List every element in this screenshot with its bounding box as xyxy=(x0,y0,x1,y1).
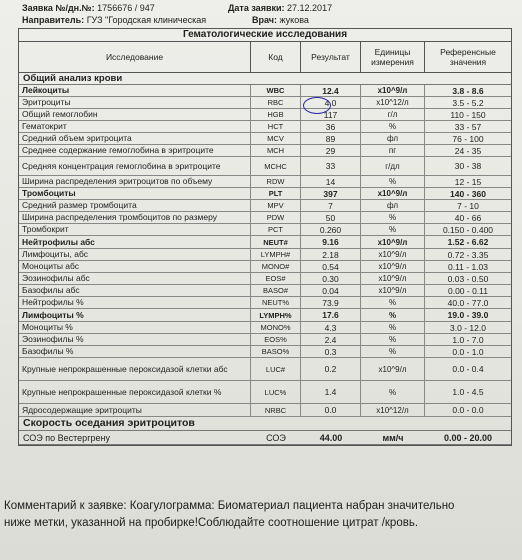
test-ref: 0.0 - 1.0 xyxy=(452,346,484,357)
test-name: Крупные непрокрашенные пероксидазой клетки абс xyxy=(19,358,251,380)
test-code: HGB xyxy=(251,109,301,120)
test-result: 7 xyxy=(301,200,361,211)
test-code: MCHC xyxy=(251,157,301,175)
test-name: Средний объем эритроцита xyxy=(19,133,251,144)
test-code: PLT xyxy=(251,188,301,199)
table-row xyxy=(19,285,511,297)
comment-line-2: ниже метки, указанной на пробирке!Соблюдайте соотношение цитрат /кровь. xyxy=(4,517,419,529)
test-result: 73.9 xyxy=(301,297,361,308)
test-ref: 110 - 150 xyxy=(450,109,486,120)
test-code: EOS# xyxy=(251,273,301,284)
col-header-ref: Референсные значения xyxy=(440,47,496,67)
test-name: Лимфоциты % xyxy=(19,309,251,321)
test-name: Эозинофилы % xyxy=(19,334,251,345)
referrer xyxy=(22,15,206,25)
test-code: MCH xyxy=(251,145,301,156)
table-row xyxy=(19,309,511,322)
test-result: 33 xyxy=(301,157,361,175)
test-name: Базофилы % xyxy=(19,346,251,357)
test-ref: 1.52 - 6.62 xyxy=(447,237,489,247)
test-result: 0.0 xyxy=(301,404,361,416)
test-code: WBC xyxy=(251,85,301,96)
test-unit: x10^9/л xyxy=(361,285,425,296)
table-row xyxy=(19,97,511,109)
referrer-value: ГУЗ "Городская клиническая xyxy=(86,15,207,25)
test-name: Тромбоциты xyxy=(19,188,251,199)
test-name: Лимфоциты, абс xyxy=(19,249,251,260)
order-comment xyxy=(4,498,518,532)
test-code: NEUT# xyxy=(251,236,301,248)
col-header-name: Исследование xyxy=(19,42,251,72)
test-ref: 0.03 - 0.50 xyxy=(447,273,489,284)
test-result: 2.18 xyxy=(301,249,361,260)
test-result: 4.3 xyxy=(301,322,361,333)
doctor-label: Врач: xyxy=(252,15,278,25)
test-unit: % xyxy=(361,224,425,235)
test-name: Моноциты % xyxy=(19,322,251,333)
test-unit: x10^9/л xyxy=(361,85,425,96)
doctor xyxy=(252,15,309,25)
esr-name: СОЭ по Вестергрену xyxy=(23,432,110,443)
test-result: 9.16 xyxy=(301,236,361,248)
table-row xyxy=(19,176,511,188)
test-ref: 0.150 - 0.400 xyxy=(442,224,494,235)
test-ref: 3.8 - 8.6 xyxy=(452,85,484,96)
test-ref: 40.0 - 77.0 xyxy=(447,297,489,308)
test-unit: фл xyxy=(361,133,425,144)
test-name: Нейтрофилы абс xyxy=(19,236,251,248)
test-name: Крупные непрокрашенные пероксидазой клетки % xyxy=(19,381,251,403)
test-result: 4.0 xyxy=(301,97,361,108)
test-name: Ширина распределения эритроцитов по объему xyxy=(19,176,251,187)
test-result: 0.04 xyxy=(301,285,361,296)
table-rows xyxy=(19,85,511,417)
esr-result: 44.00 xyxy=(319,432,343,443)
test-name: Эритроциты xyxy=(19,97,251,108)
test-unit: % xyxy=(361,309,425,321)
comment-line-1: Комментарий к заявке: Коагулограмма: Биоматериал пациента набран значительно xyxy=(4,500,455,512)
test-unit: x10^12/л xyxy=(361,404,425,416)
test-ref: 3.0 - 12.0 xyxy=(450,322,486,333)
test-result: 1.4 xyxy=(301,381,361,403)
esr-ref: 0.00 - 20.00 xyxy=(443,432,493,443)
test-code: RBC xyxy=(251,97,301,108)
test-code: BASO% xyxy=(251,346,301,357)
table-row xyxy=(19,358,511,381)
table-row xyxy=(19,121,511,133)
test-name: Нейтрофилы % xyxy=(19,297,251,308)
test-result: 117 xyxy=(301,109,361,120)
test-ref: 1.0 - 7.0 xyxy=(452,334,484,345)
date-value: 27.12.2017 xyxy=(287,3,333,13)
order-number xyxy=(22,3,155,13)
test-unit: x10^9/л xyxy=(361,236,425,248)
test-code: HCT xyxy=(251,121,301,132)
table-row xyxy=(19,133,511,145)
test-result: 17.6 xyxy=(301,309,361,321)
col-header-result: Результат xyxy=(301,42,361,72)
test-ref: 0.00 - 0.11 xyxy=(447,285,488,296)
table-row xyxy=(19,212,511,224)
test-ref: 24 - 35 xyxy=(454,145,482,156)
test-name: Базофилы абс xyxy=(19,285,251,296)
table-row xyxy=(19,334,511,346)
referrer-label: Направитель: xyxy=(22,15,85,25)
test-result: 50 xyxy=(301,212,361,223)
test-name: Эозинофилы абс xyxy=(19,273,251,284)
test-ref: 0.72 - 3.35 xyxy=(447,249,489,260)
test-result: 0.54 xyxy=(301,261,361,272)
hematology-table xyxy=(18,28,512,446)
test-unit: % xyxy=(361,334,425,345)
test-code: MONO# xyxy=(251,261,301,272)
table-row xyxy=(19,85,511,97)
test-result: 0.30 xyxy=(301,273,361,284)
test-code: LUC% xyxy=(251,381,301,403)
test-ref: 12 - 15 xyxy=(454,176,482,187)
test-result: 12.4 xyxy=(301,85,361,96)
test-ref: 33 - 57 xyxy=(454,121,482,132)
handwritten-circle xyxy=(303,97,331,114)
test-name: Средний размер тромбоцита xyxy=(19,200,251,211)
test-ref: 1.0 - 4.5 xyxy=(452,387,484,397)
test-ref: 30 - 38 xyxy=(454,161,482,171)
col-header-code: Код xyxy=(251,42,301,72)
table-row xyxy=(19,322,511,334)
test-name: Ширина распределения тромбоцитов по размеру xyxy=(19,212,251,223)
test-ref: 0.11 - 1.03 xyxy=(447,261,488,272)
test-name: Тромбокрит xyxy=(19,224,251,235)
test-ref: 3.5 - 5.2 xyxy=(452,97,484,108)
test-name: Ядросодержащие эритроциты xyxy=(19,404,251,416)
test-code: NEUT% xyxy=(251,297,301,308)
table-row xyxy=(19,273,511,285)
table-row xyxy=(19,200,511,212)
test-unit: пг xyxy=(361,145,425,156)
test-unit: x10^9/л xyxy=(361,249,425,260)
table-row xyxy=(19,261,511,273)
table-row xyxy=(19,224,511,236)
table-row xyxy=(19,404,511,417)
esr-unit: мм/ч xyxy=(382,432,404,443)
test-unit: % xyxy=(361,212,425,223)
test-name: Среднее содержание гемоглобина в эритроците xyxy=(19,145,251,156)
test-code: PCT xyxy=(251,224,301,235)
test-code: MCV xyxy=(251,133,301,144)
test-unit: x10^9/л xyxy=(361,261,425,272)
col-header-unit: Единицы измерения xyxy=(361,42,425,72)
test-result: 29 xyxy=(301,145,361,156)
order-date xyxy=(228,3,332,13)
section-esr: Скорость оседания эритроцитов xyxy=(19,417,511,431)
test-code: EOS% xyxy=(251,334,301,345)
test-result: 0.3 xyxy=(301,346,361,357)
table-row xyxy=(19,188,511,200)
test-name: Гематокрит xyxy=(19,121,251,132)
table-header xyxy=(19,42,511,73)
table-row xyxy=(19,157,511,176)
table-row xyxy=(19,236,511,249)
test-unit: фл xyxy=(361,200,425,211)
table-row-esr xyxy=(19,431,511,445)
test-unit: г/л xyxy=(361,109,425,120)
test-code: NRBC xyxy=(251,404,301,416)
test-ref: 19.0 - 39.0 xyxy=(447,310,489,320)
test-result: 397 xyxy=(301,188,361,199)
test-code: PDW xyxy=(251,212,301,223)
test-code: LUC# xyxy=(251,358,301,380)
order-value: 1756676 / 947 xyxy=(97,3,155,13)
test-unit: % xyxy=(361,121,425,132)
test-unit: % xyxy=(361,176,425,187)
test-name: Лейкоциты xyxy=(19,85,251,96)
test-result: 89 xyxy=(301,133,361,144)
table-title: Гематологические исследования xyxy=(19,29,511,42)
test-code: LYMPH# xyxy=(251,249,301,260)
table-row xyxy=(19,346,511,358)
test-unit: x10^9/л xyxy=(361,188,425,199)
test-ref: 0.0 - 0.4 xyxy=(452,364,484,374)
doctor-value: жукова xyxy=(279,15,309,25)
table-row xyxy=(19,381,511,404)
test-ref: 40 - 66 xyxy=(454,212,482,223)
table-row xyxy=(19,109,511,121)
esr-code: СОЭ xyxy=(266,432,286,443)
test-code: MONO% xyxy=(251,322,301,333)
test-unit: г/дл xyxy=(361,157,425,175)
test-ref: 76 - 100 xyxy=(452,133,484,144)
test-code: MPV xyxy=(251,200,301,211)
test-result: 36 xyxy=(301,121,361,132)
test-code: RDW xyxy=(251,176,301,187)
test-unit: % xyxy=(361,322,425,333)
table-row xyxy=(19,297,511,309)
date-label: Дата заявки: xyxy=(228,3,285,13)
test-result: 0.260 xyxy=(301,224,361,235)
test-name: Средняя концентрация гемоглобина в эритроците xyxy=(19,157,251,175)
test-ref: 140 - 360 xyxy=(450,188,486,199)
table-row xyxy=(19,145,511,157)
test-unit: % xyxy=(361,346,425,357)
test-code: LYMPH% xyxy=(251,309,301,321)
test-code: BASO# xyxy=(251,285,301,296)
test-unit: x10^9/л xyxy=(361,358,425,380)
test-unit: % xyxy=(361,381,425,403)
test-unit: x10^12/л xyxy=(361,97,425,108)
test-ref: 0.0 - 0.0 xyxy=(452,405,484,415)
test-unit: % xyxy=(361,297,425,308)
test-unit: x10^9/л xyxy=(361,273,425,284)
test-name: Общий гемоглобин xyxy=(19,109,251,120)
order-label: Заявка №/дн.№: xyxy=(22,3,95,13)
test-result: 14 xyxy=(301,176,361,187)
test-name: Моноциты абс xyxy=(19,261,251,272)
table-row xyxy=(19,249,511,261)
test-result: 2.4 xyxy=(301,334,361,345)
test-result: 0.2 xyxy=(301,358,361,380)
test-ref: 7 - 10 xyxy=(457,200,479,211)
section-general: Общий анализ крови xyxy=(19,73,511,85)
